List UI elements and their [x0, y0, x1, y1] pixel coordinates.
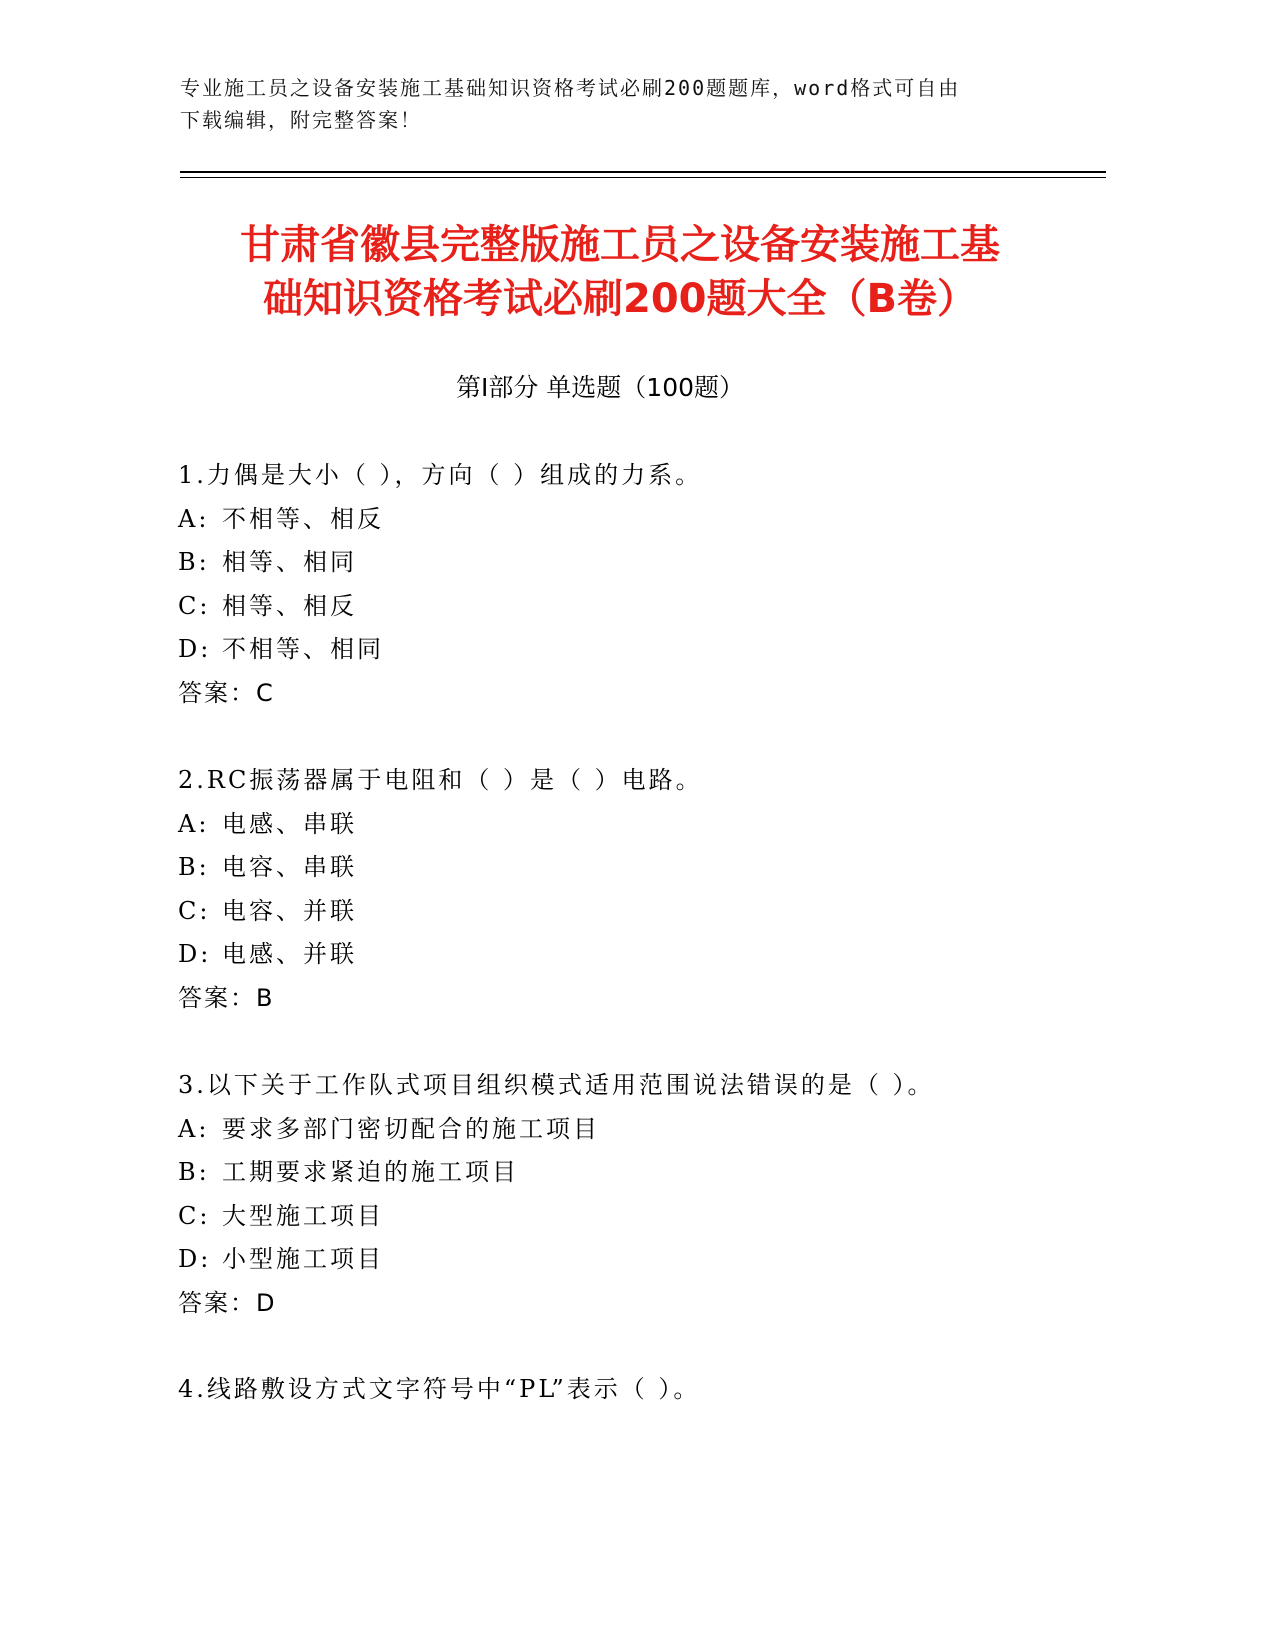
document-title [180, 218, 1060, 326]
option-key: D: [178, 940, 212, 968]
option-a [178, 803, 1078, 847]
option-d [178, 628, 1078, 672]
option-text: 电容、串联 [222, 853, 357, 881]
option-key: C: [178, 1201, 211, 1230]
answer-line [178, 1282, 1078, 1326]
header-note-line2: 下载编辑，附完整答案！ [180, 108, 422, 132]
option-key: B: [178, 1158, 210, 1186]
header-divider-thick [180, 171, 1106, 173]
question-2 [178, 759, 1078, 1020]
question-1 [178, 454, 1078, 715]
question-stem: 3.以下关于工作队式项目组织模式适用范围说法错误的是（ ）。 [178, 1071, 935, 1099]
option-text: 相等、相同 [222, 548, 357, 576]
question-stem: 4.线路敷设方式文字符号中“PL”表示（ ）。 [178, 1375, 701, 1403]
option-d [178, 933, 1078, 977]
option-key: D: [178, 1245, 212, 1273]
option-text: 不相等、相反 [222, 504, 384, 533]
option-key: B: [178, 853, 210, 881]
question-4 [178, 1368, 1078, 1412]
section-title: 第Ⅰ部分 单选题（100题） [455, 373, 745, 402]
option-text: 工期要求紧迫的施工项目 [222, 1158, 519, 1186]
option-a [178, 1108, 1078, 1152]
option-b [178, 1151, 1078, 1195]
option-text: 小型施工项目 [222, 1245, 384, 1273]
header-divider-thin [180, 177, 1106, 178]
answer-line [178, 977, 1078, 1021]
option-c [178, 585, 1078, 629]
option-text: 电感、串联 [222, 809, 357, 838]
option-d [178, 1238, 1078, 1282]
answer-label: 答案： [178, 1288, 256, 1317]
answer-value: C [256, 678, 275, 707]
header-note-line1: 专业施工员之设备安装施工基础知识资格考试必刷200题题库，word格式可自由 [180, 76, 961, 100]
document-title-line1: 甘肃省徽县完整版施工员之设备安装施工基 [240, 222, 1000, 268]
option-key: A: [178, 504, 210, 533]
option-text: 电感、并联 [222, 940, 357, 968]
option-key: A: [178, 809, 210, 838]
question-stem: 1.力偶是大小（ ），方向（ ）组成的力系。 [178, 461, 703, 489]
answer-line [178, 672, 1078, 716]
option-key: A: [178, 1114, 210, 1143]
answer-value: B [256, 983, 275, 1012]
option-key: C: [178, 896, 211, 925]
option-text: 相等、相反 [222, 591, 357, 620]
answer-label: 答案： [178, 678, 256, 707]
option-c [178, 890, 1078, 934]
option-key: B: [178, 548, 210, 576]
answer-value: D [256, 1288, 277, 1317]
option-b [178, 846, 1078, 890]
option-text: 大型施工项目 [222, 1201, 384, 1230]
question-3 [178, 1064, 1078, 1325]
option-text: 电容、并联 [222, 896, 357, 925]
option-c [178, 1195, 1078, 1239]
option-text: 要求多部门密切配合的施工项目 [222, 1114, 600, 1143]
question-stem: 2.RC振荡器属于电阻和（ ）是（ ）电路。 [178, 766, 703, 794]
option-b [178, 541, 1078, 585]
option-key: C: [178, 591, 211, 620]
option-text: 不相等、相同 [222, 635, 384, 663]
option-key: D: [178, 635, 212, 663]
option-a [178, 498, 1078, 542]
header-note [180, 72, 1040, 136]
document-title-line2: 础知识资格考试必刷200题大全（B卷） [263, 276, 977, 322]
answer-label: 答案： [178, 983, 256, 1012]
